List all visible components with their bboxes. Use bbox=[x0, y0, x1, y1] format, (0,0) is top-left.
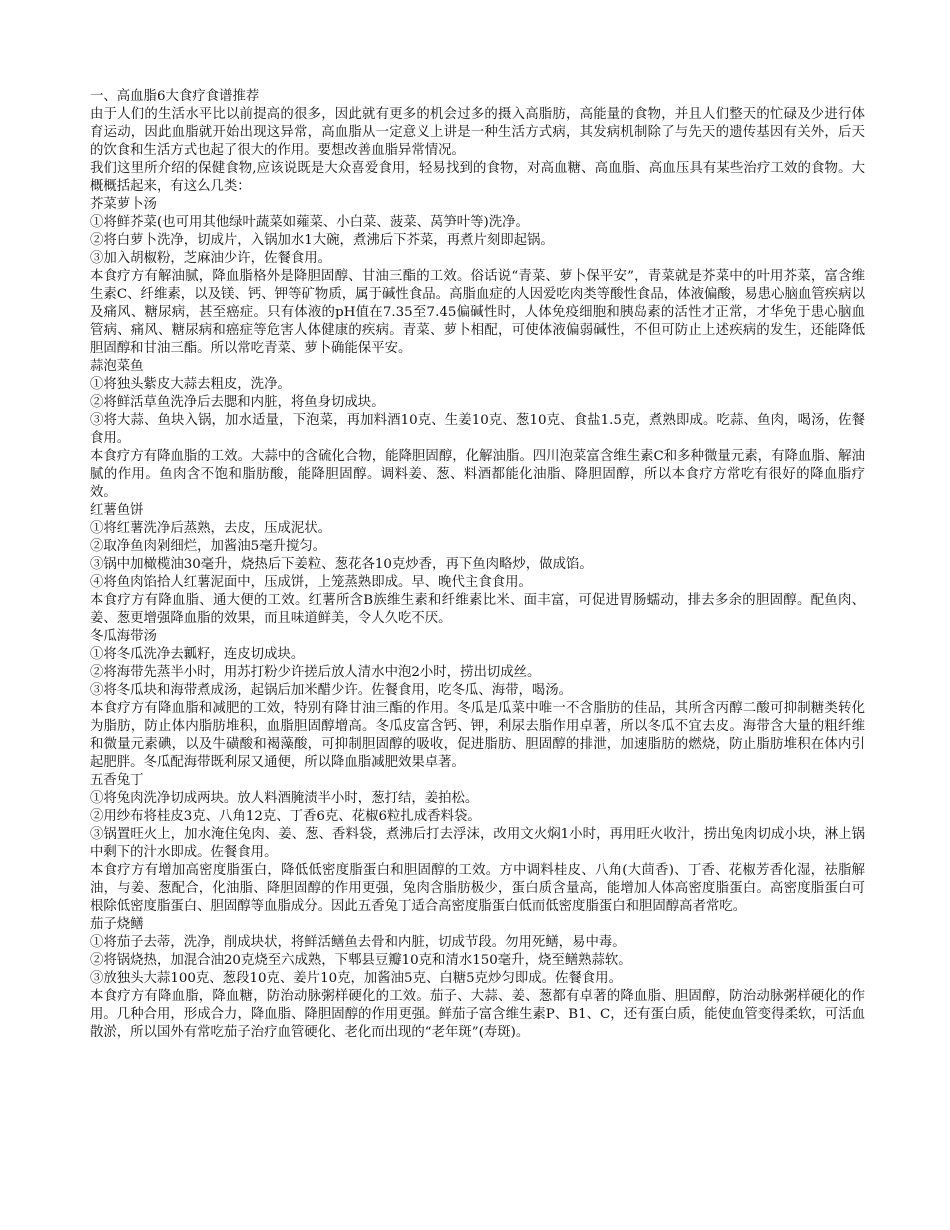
recipe-title: 冬瓜海带汤 bbox=[90, 629, 157, 644]
recipe-step: ③加入胡椒粉，芝麻油少许，佐餐食用。 bbox=[90, 251, 332, 266]
recipe-step: ②将鲜活草鱼洗净后去腮和内脏，将鱼身切成块。 bbox=[90, 395, 385, 410]
section-title: 一、高血脂6大食疗食谱推荐 bbox=[90, 89, 260, 104]
recipe-step: ①将兔肉洗净切成两块。放人料酒腌渍半小时，葱打结，姜拍松。 bbox=[90, 791, 479, 806]
recipe-description: 本食疗方有降血脂和减肥的工效，特别有降甘油三酯的作用。冬瓜是瓜菜中唯一不含脂肪的佳品，其所含丙醇二酸可抑制糖类转化为脂肪，防止体内脂肪堆积，血脂胆固醇增高。冬瓜皮富含钙、钾，利尿去脂作用卓著，所以冬瓜不宜去皮。海带含大量的粗纤维和微量元素碘，以及牛磺酸和褐藻酸，可抑制胆固醇的吸收，促进脂肪、胆固醇的排泄，加速脂肪的燃烧，防止脂肪堆积在体内引起肥胖。冬瓜配海带既利尿又通便，所以降血脂减肥效果卓著。 bbox=[90, 701, 865, 770]
recipe-step: ①将冬瓜洗净去瓤籽，连皮切成块。 bbox=[90, 647, 305, 662]
recipe-step: ③锅置旺火上，加水淹住兔肉、姜、葱、香料袋，煮沸后打去浮沫，改用文火焖1小时，再用旺火收汁，捞出兔肉切成小块，淋上锅中剩下的汁水即成。佐餐食用。 bbox=[90, 827, 865, 860]
recipe-step: ③将冬瓜块和海带煮成汤，起锅后加米醋少许。佐餐食用，吃冬瓜、海带，喝汤。 bbox=[90, 683, 573, 698]
recipe-title: 茄子烧鳝 bbox=[90, 917, 144, 932]
document-body bbox=[90, 88, 865, 1042]
recipe-step: ①将独头紫皮大蒜去粗皮，洗净。 bbox=[90, 377, 291, 392]
recipe-title: 五香兔丁 bbox=[90, 773, 144, 788]
recipe-description: 本食疗方有降血脂的工效。大蒜中的含硫化合物，能降胆固醇，化解油脂。四川泡菜富含维生素C和多种微量元素，有降血脂、解油腻的作用。鱼肉含不饱和脂肪酸，能降胆固醇。调料姜、葱、料酒都能化油脂、降胆固醇，所以本食疗方常吃有很好的降血脂疗效。 bbox=[90, 449, 865, 500]
recipe-description: 本食疗方有解油腻，降血脂格外是降胆固醇、甘油三酯的工效。俗话说“青菜、萝卜保平安”，青菜就是芥菜中的叶用芥菜，富含维生素C、纤维素，以及镁、钙、钾等矿物质，属于碱性食品。高脂血症的人因爱吃肉类等酸性食品，体液偏酸，易患心脑血管疾病以及痛风、糖尿病，甚至癌症。只有体液的pH值在7.35至7.45偏碱性时，人体免疫细胞和胰岛素的活性才正常，才华免于患心脑血管病、痛风、糖尿病和癌症等危害人体健康的疾病。青菜、萝卜相配，可使体液偏弱碱性，不但可防止上述疾病的发生，还能降低胆固醇和甘油三酯。所以常吃青菜、萝卜确能保平安。 bbox=[90, 269, 865, 356]
recipe-title: 芥菜萝卜汤 bbox=[90, 197, 157, 212]
recipe-step: ③将大蒜、鱼块入锅，加水适量，下泡菜，再加料酒10克、生姜10克、葱10克、食盐1.5克，煮熟即成。吃蒜、鱼肉，喝汤，佐餐食用。 bbox=[90, 413, 865, 446]
recipe-description: 本食疗方有降血脂、通大便的工效。红薯所含B族维生素和纤维素比米、面丰富，可促进胃肠蠕动，排去多余的胆固醇。配鱼肉、姜、葱更增强降血脂的效果，而且味道鲜美，令人久吃不厌。 bbox=[90, 593, 865, 626]
intro-paragraph: 由于人们的生活水平比以前提高的很多，因此就有更多的机会过多的摄入高脂肪，高能量的食物，并且人们整天的忙碌及少进行体育运动，因此血脂就开始出现这异常，高血脂从一定意义上讲是一种生活方式病，其发病机制除了与先天的遗传基因有关外，后天的饮食和生活方式也起了很大的作用。要想改善血脂异常情况。 bbox=[90, 107, 865, 158]
recipe-step: ①将茄子去蒂，洗净，削成块状，将鲜活鳝鱼去骨和内脏，切成节段。勿用死鳝，易中毒。 bbox=[90, 935, 626, 950]
recipe-step: ③锅中加橄榄油30毫升，烧热后下姜粒、葱花各10克炒香，再下鱼肉略炒，做成馅。 bbox=[90, 557, 593, 572]
recipe-description: 本食疗方有降血脂，降血糖，防治动脉粥样硬化的工效。茄子、大蒜、姜、葱都有卓著的降血脂、胆固醇，防治动脉粥样硬化的作用。几种合用，形成合力，降血脂、降胆固醇的作用更强。鲜茄子富含维生素P、B1、C，还有蛋白质，能使血管变得柔软，可活血散淤，所以国外有常吃茄子治疗血管硬化、老化而出现的“老年斑”(寿斑)。 bbox=[90, 989, 865, 1040]
recipe-step: ②用纱布将桂皮3克、八角12克、丁香6克、花椒6粒扎成香料袋。 bbox=[90, 809, 481, 824]
recipe-title: 蒜泡菜鱼 bbox=[90, 359, 144, 374]
recipe-description: 本食疗方有增加高密度脂蛋白，降低低密度脂蛋白和胆固醇的工效。方中调料桂皮、八角(大茴香)、丁香、花椒芳香化湿，祛脂解油，与姜、葱配合，化油脂、降胆固醇的作用更强，兔肉含脂肪极少，蛋白质含量高，能增加人体高密度脂蛋白。高密度脂蛋白可根除低密度脂蛋白、胆固醇等血脂成分。因此五香兔丁适合高密度脂蛋白低而低密度脂蛋白和胆固醇高者常吃。 bbox=[90, 863, 865, 914]
recipe-step: ②将白萝卜洗净，切成片，入锅加水1大碗，煮沸后下芥菜，再煮片刻即起锅。 bbox=[90, 233, 554, 248]
recipe-step: ①将鲜芥菜(也可用其他绿叶蔬菜如蕹菜、小白菜、菠菜、莴笋叶等)洗净。 bbox=[90, 215, 529, 230]
recipe-step: ②将海带先蒸半小时，用苏打粉少许搓后放人清水中泡2小时，捞出切成丝。 bbox=[90, 665, 541, 680]
recipe-step: ③放独头大蒜100克、葱段10克、姜片10克，加酱油5克、白糖5克炒匀即成。佐餐食用。 bbox=[90, 971, 622, 986]
recipe-step: ②将锅烧热，加混合油20克烧至六成熟，下郫县豆瓣10克和清水150毫升，烧至鳝熟蒜软。 bbox=[90, 953, 632, 968]
intro-paragraph: 我们这里所介绍的保健食物,应该说既是大众喜爱食用，轻易找到的食物，对高血糖、高血脂、高血压具有某些治疗工效的食物。大概概括起来，有这么几类： bbox=[90, 161, 865, 194]
recipe-step: ①将红薯洗净后蒸熟，去皮，压成泥状。 bbox=[90, 521, 332, 536]
recipe-title: 红薯鱼饼 bbox=[90, 503, 144, 518]
recipe-step: ④将鱼肉馅拾人红薯泥面中，压成饼，上笼蒸熟即成。早、晚代主食食用。 bbox=[90, 575, 532, 590]
recipe-step: ②取净鱼肉剁细烂，加酱油5毫升搅匀。 bbox=[90, 539, 327, 554]
